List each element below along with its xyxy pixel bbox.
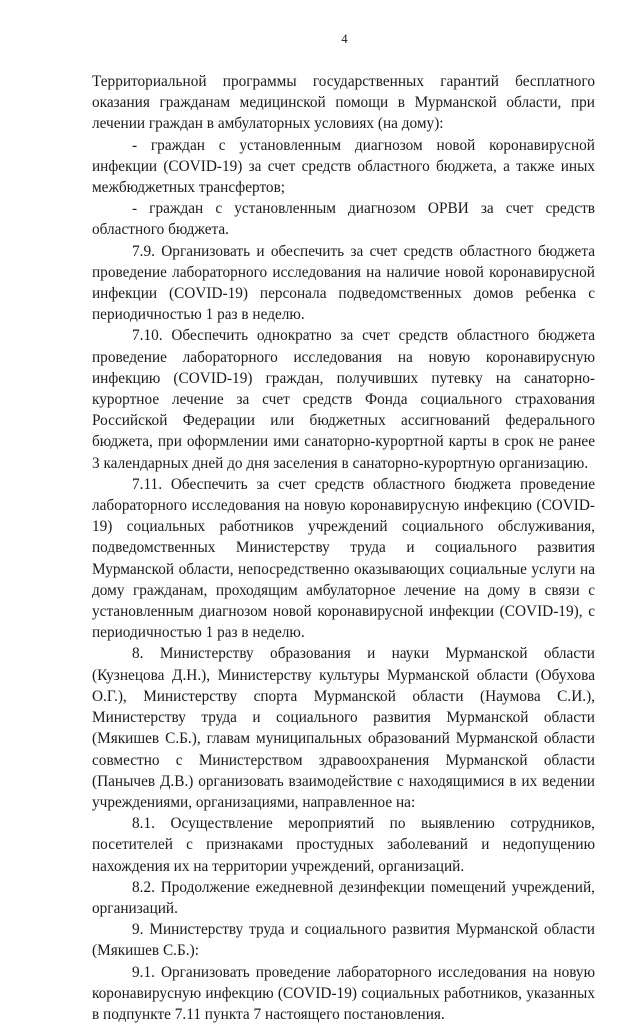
document-body bbox=[92, 71, 595, 1025]
paragraph-7-11: 7.11. Обеспечить за счет средств областного бюджета проведение лабораторного исследования на новую коронавирусную инфекцию (COVID-19) социальных работников учреждений социального обслуживания, подведомственных Министерству труда и социального развития Мурманской области, непосредственно оказывающих социальные услуги на дому гражданам, проходящим амбулаторное лечение на дому в связи с установленным диагнозом новой коронавирусной инфекции (COVID-19), с периодичностью 1 раз в неделю. bbox=[92, 475, 595, 642]
paragraph-continuation: Территориальной программы государственных гарантий бесплатного оказания гражданам медицинской помощи в Мурманской области, при лечении граждан в амбулаторных условиях (на дому): bbox=[92, 73, 595, 133]
paragraph-7-10: 7.10. Обеспечить однократно за счет средств областного бюджета проведение лабораторного исследования на новую коронавирусную инфекцию (COVID-19) граждан, получивших путевку на санаторно-курортное лечение за счет средств Фонда социального страхования Российской Федерации или бюджетных ассигнований федерального бюджета, при оформлении ими санаторно-курортной карты в срок не ранее 3 календарных дней до дня заселения в санаторно-курортную организацию. bbox=[92, 327, 595, 472]
paragraph-9-1: 9.1. Организовать проведение лабораторного исследования на новую коронавирусную инфекцию (COVID-19) социальных работников, указанных в подпункте 7.11 пункта 7 настоящего постановления. bbox=[92, 963, 595, 1023]
paragraph-bullet-covid: - граждан с установленным диагнозом новой коронавирусной инфекции (COVID-19) за счет средств областного бюджета, а также иных межбюджетных трансфертов; bbox=[92, 136, 595, 197]
paragraph-8-1: 8.1. Осуществление мероприятий по выявлению сотрудников, посетителей с признаками простудных заболеваний и недопущению нахождения их на территории учреждений, организаций. bbox=[92, 815, 595, 875]
page-number: 4 bbox=[341, 32, 348, 46]
paragraph-bullet-orvi: - граждан с установленным диагнозом ОРВИ за счет средств областного бюджета. bbox=[92, 200, 595, 239]
paragraph-7-9: 7.9. Организовать и обеспечить за счет средств областного бюджета проведение лабораторного исследования на наличие новой коронавирусной инфекции (COVID-19) персонала подведомственных домов ребенка с периодичностью 1 раз в неделю. bbox=[92, 242, 595, 324]
paragraph-9: 9. Министерству труда и социального развития Мурманской области (Мякишев С.Б.): bbox=[92, 921, 595, 960]
paragraph-8-2: 8.2. Продолжение ежедневной дезинфекции помещений учреждений, организаций. bbox=[92, 878, 595, 917]
paragraph-8: 8. Министерству образования и науки Мурманской области (Кузнецова Д.Н.), Министерству культуры Мурманской области (Обухова О.Г.), Министерству спорта Мурманской области (Наумова С.И.), Министерству труда и социального развития Мурманской области (Мякишев С.Б.), главам муниципальных образований Мурманской области совместно с Министерством здравоохранения Мурманской области (Панычев Д.В.) организовать взаимодействие с находящимися в их ведении учреждениями, организациями, направленное на: bbox=[92, 645, 595, 811]
